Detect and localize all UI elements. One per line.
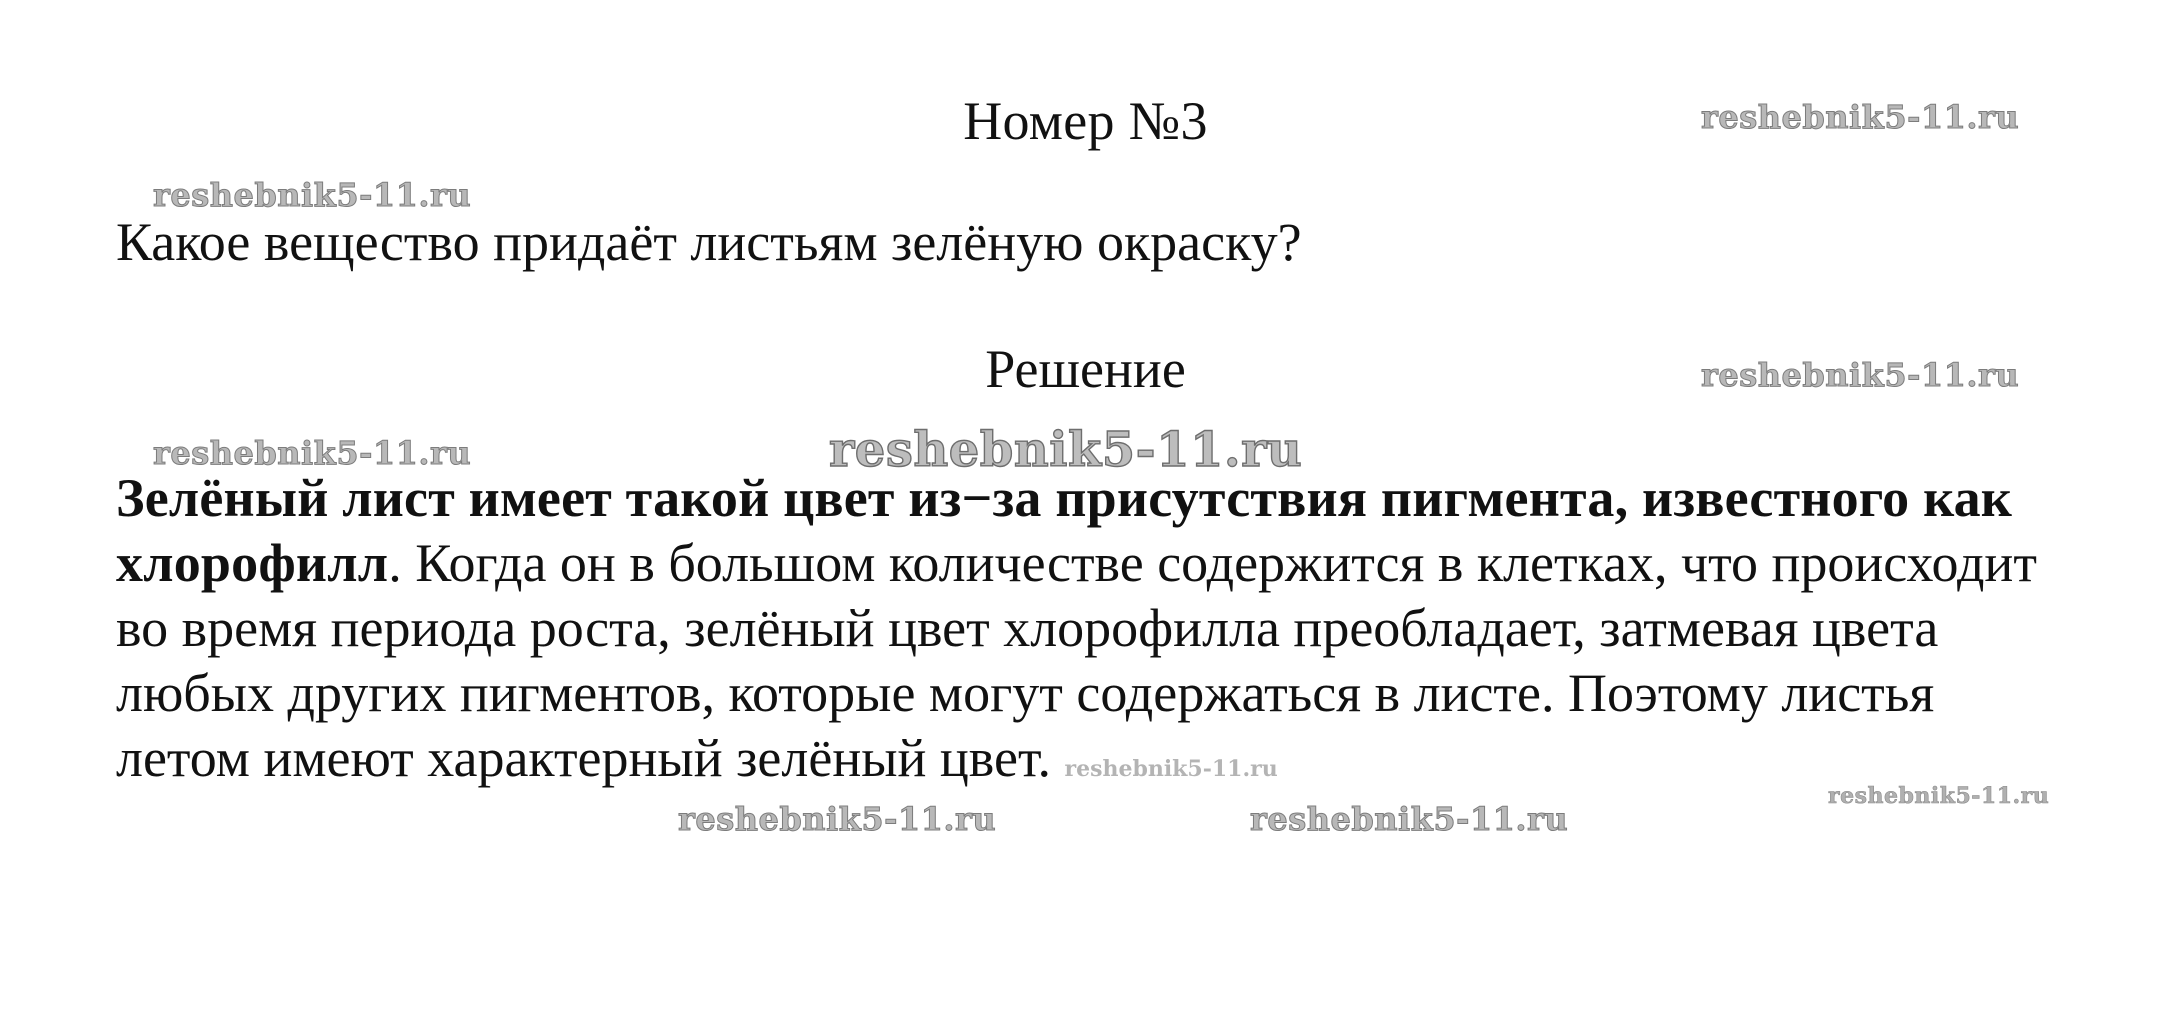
watermark-question-left: reshebnik5-11.ru [153, 176, 472, 214]
inline-watermark: reshebnik5-11.ru [1064, 756, 1278, 782]
watermark-bottom-right-small: reshebnik5-11.ru [1828, 783, 2050, 809]
solution-heading: Решение [985, 339, 1186, 399]
watermark-bottom-right: reshebnik5-11.ru [1250, 800, 1569, 838]
watermark-answer-left: reshebnik5-11.ru [153, 434, 472, 472]
answer-body: . Когда он в большом количестве содержится в клетках, что происходит во время периода роста, зелёный цвет хлорофилла преобладает, затмевая цвета любых других пигментов, которые могут содержаться в листе. Поэтому листья летом имеют характерный зелёный цвет. [116, 533, 2037, 788]
watermark-bottom-center: reshebnik5-11.ru [678, 800, 997, 838]
page-title: Номер №3 [963, 91, 1208, 151]
watermark-solution-right: reshebnik5-11.ru [1701, 356, 2020, 394]
watermark-top-right: reshebnik5-11.ru [1701, 98, 2020, 136]
answer-paragraph [116, 466, 2076, 802]
answer-bold-lead: Зелёный лист имеет такой цвет из−за присутствия пигмента, известного как хлорофилл [116, 468, 2013, 593]
question-text: Какое вещество придаёт листьям зелёную окраску? [116, 212, 1302, 272]
watermark-center-large: reshebnik5-11.ru [829, 422, 1303, 478]
